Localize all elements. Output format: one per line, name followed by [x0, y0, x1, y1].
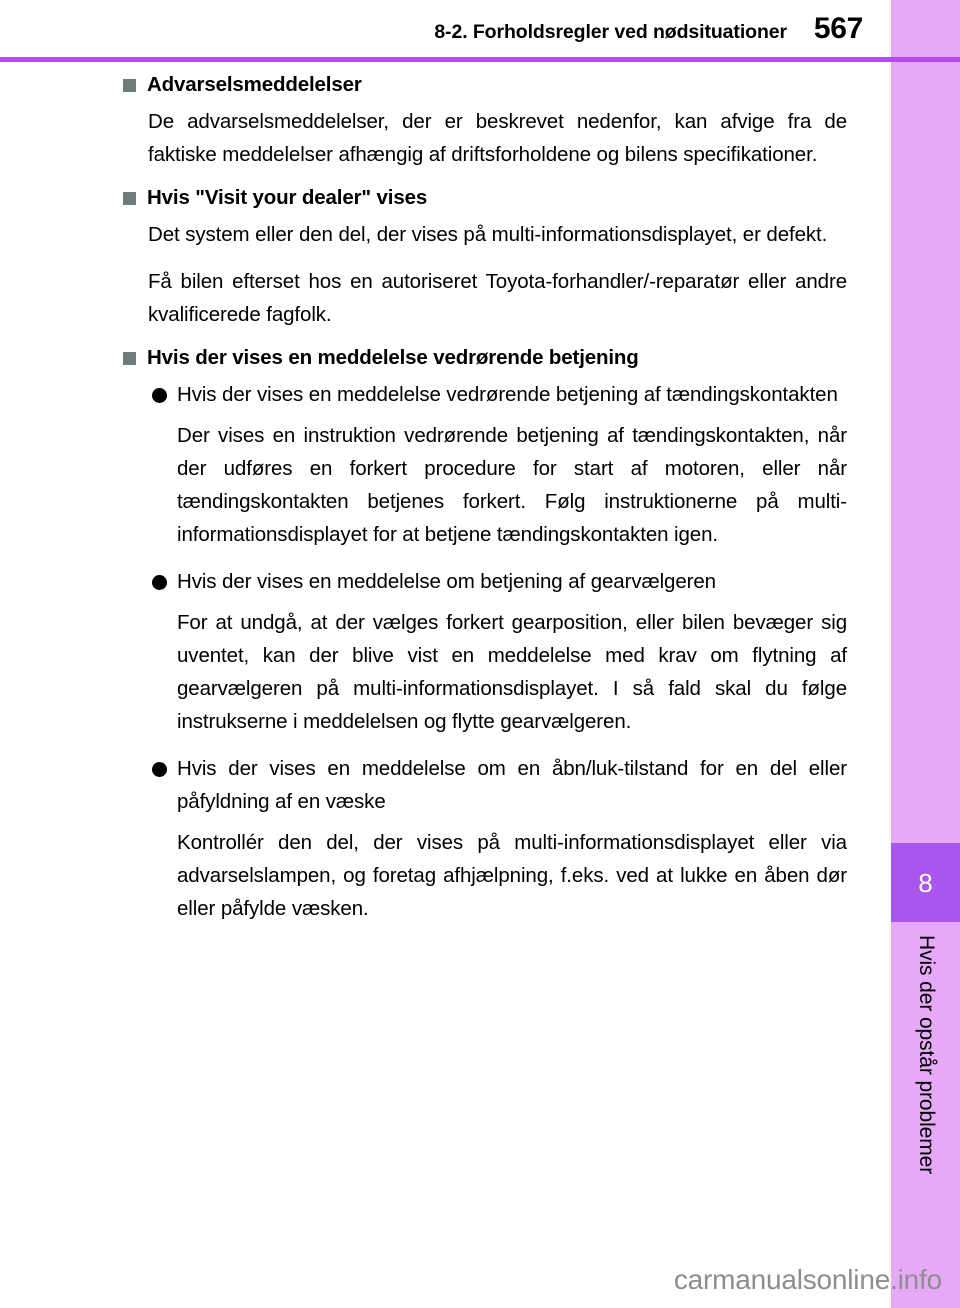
section-heading-label: Hvis "Visit your dealer" vises [147, 186, 428, 209]
bullet-item-aabn-luk-tilstand [123, 752, 847, 818]
round-bullet-icon [152, 575, 167, 590]
section-heading-label: Hvis der vises en meddelelse vedrørende betjening [147, 346, 639, 369]
bullet-body-aabn-luk-tilstand: Kontrollér den del, der vises på multi-informationsdisplayet eller via advarselslampen, og foretag afhjælpning, f.eks. ved at lukke en åben dør eller påfylde væsken. [177, 831, 847, 920]
page-header [0, 0, 891, 57]
section-heading-label: Advarselsmeddelelser [147, 73, 362, 96]
chapter-number: 8 [918, 867, 933, 898]
section-heading-visit-your-dealer [123, 185, 847, 211]
spacer [123, 551, 847, 565]
spacer [123, 411, 847, 419]
watermark: carmanualsonline.info [673, 1264, 942, 1295]
spacer [123, 738, 847, 752]
bullet-label: Hvis der vises en meddelelse om en åbn/luk-tilstand for en del eller påfyldning af en væske [177, 757, 847, 813]
spacer [123, 818, 847, 826]
page-content [123, 72, 847, 925]
square-bullet-icon [123, 192, 136, 205]
round-bullet-icon [152, 762, 167, 777]
bullet-body-taendingskontakt: Der vises en instruktion vedrørende betjening af tændingskontakten, når der udføres en forkert procedure for start af motoren, eller når tændingskontakten betjenes forkert. Følg instruktionerne på multi-informationsdisplayet for at betjene tændingskontakten igen. [177, 424, 847, 546]
bullet-item-gearvaelger [123, 565, 847, 598]
page-number: 567 [813, 12, 863, 45]
paragraph-visit-dealer-inspection: Få bilen efterset hos en autoriseret Toyota-forhandler/-reparatør eller andre kvalificerede fagfolk. [148, 270, 847, 326]
paragraph-visit-dealer-defect: Det system eller den del, der vises på multi-informationsdisplayet, er defekt. [148, 223, 828, 246]
bullet-label: Hvis der vises en meddelelse om betjening af gearvælgeren [177, 570, 716, 593]
chapter-tab [891, 843, 960, 922]
section-heading-meddelelse-betjening [123, 345, 847, 371]
bullet-body-gearvaelger: For at undgå, at der vælges forkert gearposition, eller bilen bevæger sig uventet, kan der blive vist en meddelelse med krav om flytning af gearvælgeren på multi-informationsdisplayet. I så fald skal du følge instrukserne i meddelelsen og flytte gearvælgeren. [177, 611, 847, 733]
chapter-title-vertical [891, 935, 960, 1275]
square-bullet-icon [123, 352, 136, 365]
bullet-item-taendingskontakt [123, 378, 847, 411]
section-heading-advarselsmeddelelser [123, 72, 847, 98]
chapter-title-label: Hvis der opstår problemer [914, 935, 938, 1175]
header-section-title: 8-2. Forholdsregler ved nødsituationer [434, 21, 787, 43]
paragraph-advarselsmeddelelser-intro: De advarselsmeddelelser, der er beskrevet nedenfor, kan afvige fra de faktiske meddelelser afhængig af driftsforholdene og bilens specifikationer. [148, 110, 847, 166]
round-bullet-icon [152, 388, 167, 403]
spacer [123, 598, 847, 606]
bullet-label: Hvis der vises en meddelelse vedrørende betjening af tændingskontakten [177, 383, 838, 406]
header-divider-rule [0, 57, 960, 62]
square-bullet-icon [123, 79, 136, 92]
